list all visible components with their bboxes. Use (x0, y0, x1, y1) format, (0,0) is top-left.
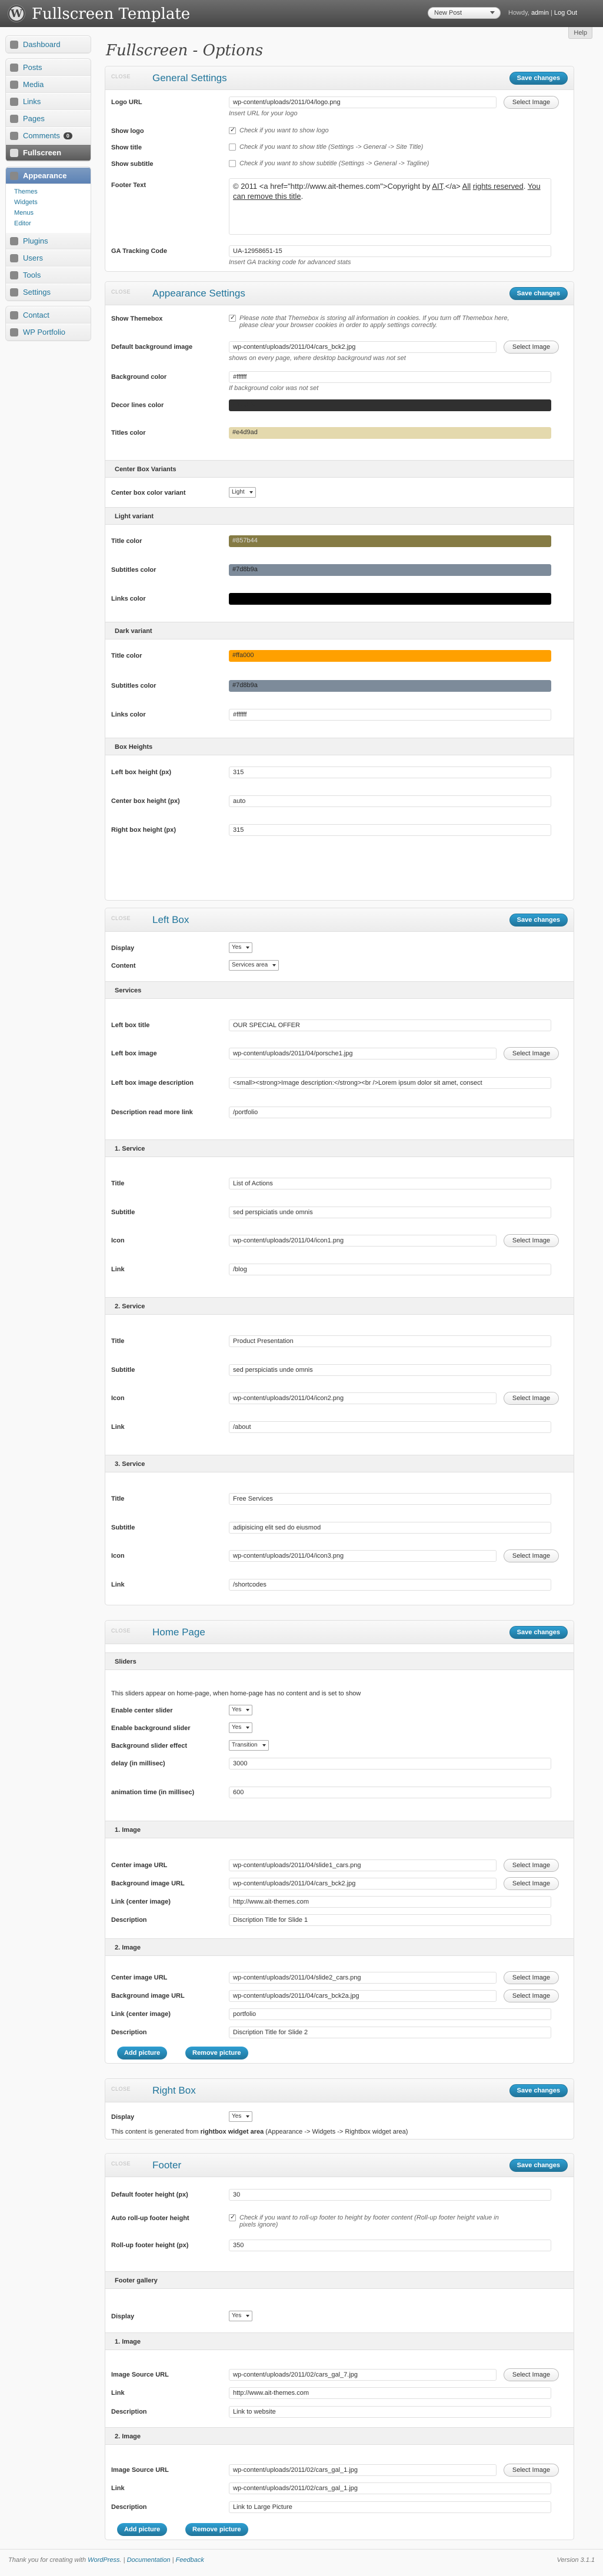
right-box-height-input[interactable]: 315 (229, 824, 551, 836)
textarea-text: .</a> (443, 182, 462, 191)
field-label: Left box title (111, 1022, 150, 1029)
sliders-heading: Sliders (105, 1652, 574, 1670)
service-2-heading: 2. Service (105, 1297, 574, 1315)
checkbox-hint (239, 315, 509, 329)
field-label: Link (center image) (111, 1898, 171, 1905)
save-button[interactable]: Save changes (509, 1626, 568, 1639)
field-label: Logo URL (111, 99, 142, 106)
footer-text-textarea[interactable] (229, 178, 551, 235)
checkbox-icon[interactable] (229, 144, 236, 151)
menu-label: Dashboard (23, 40, 61, 49)
field-label: Display (111, 2114, 135, 2121)
section-header (105, 908, 574, 932)
footer-text: | (170, 2557, 176, 2564)
menu-item-wp-portfolio[interactable] (6, 324, 91, 341)
wordpress-logo-icon[interactable]: W (8, 5, 25, 22)
menu-label: Posts (23, 63, 42, 72)
field-label: Image Source URL (111, 2371, 169, 2378)
show-themebox-checkbox[interactable] (229, 315, 509, 329)
gallery-2-link-input[interactable]: wp-content/uploads/2011/02/cars_gal_1.jpg (229, 2482, 551, 2494)
description-more-link-input[interactable]: /portfolio (229, 1107, 551, 1118)
slide-2-bg-url-input[interactable]: wp-content/uploads/2011/04/cars_bck2a.jpg (229, 1990, 497, 2002)
section-title: General Settings (152, 72, 227, 84)
username-link[interactable]: admin (531, 9, 549, 16)
slide-2-link-input[interactable]: portfolio (229, 2008, 551, 2020)
settings-icon (10, 288, 18, 296)
menu-label: Media (23, 80, 44, 89)
menu-item-media[interactable] (6, 76, 91, 93)
section-header (105, 2154, 574, 2177)
light-links-color-input[interactable]: #000000 (229, 593, 551, 605)
select-image-button[interactable]: Select Image (504, 1047, 559, 1060)
field-label: Links color (111, 711, 146, 718)
close-link[interactable]: CLOSE (111, 1628, 131, 1634)
comment-icon (10, 132, 18, 140)
select-image-button[interactable]: Select Image (504, 1971, 559, 1984)
light-subtitles-color-input[interactable]: #7d8b9a (229, 564, 551, 576)
auto-rollup-checkbox[interactable] (229, 2214, 499, 2228)
footer-gallery-heading: Footer gallery (105, 2271, 574, 2289)
page-title: Fullscreen - Options (106, 42, 264, 59)
section-title: Appearance Settings (152, 288, 245, 299)
portfolio-icon (10, 328, 18, 336)
new-post-dropdown[interactable] (428, 7, 501, 19)
field-label: Links color (111, 595, 146, 602)
right-box-section (105, 2078, 574, 2140)
leftbox-image-input[interactable]: wp-content/uploads/2011/04/porsche1.jpg (229, 1048, 497, 1059)
field-label: Footer Text (111, 182, 146, 189)
documentation-link[interactable]: Documentation (126, 2557, 171, 2564)
field-label: Roll-up footer height (px) (111, 2242, 189, 2249)
section-header (105, 282, 574, 305)
checkbox-hint: Check if you want to show logo (239, 127, 329, 134)
service-3-subtitle-input[interactable]: adipisicing elit sed do eiusmod (229, 1522, 551, 1534)
select-image-button[interactable]: Select Image (504, 1877, 559, 1890)
save-button[interactable]: Save changes (509, 2159, 568, 2172)
service-1-subtitle-input[interactable]: sed perspiciatis unde omnis (229, 1207, 551, 1218)
footer-section (105, 2153, 574, 2540)
gallery-2-description-input[interactable]: Link to Large Picture (229, 2501, 551, 2513)
menu-group-content (5, 58, 91, 162)
slide-1-center-url-input[interactable]: wp-content/uploads/2011/04/slide1_cars.png (229, 1859, 497, 1871)
field-label: delay (in millisec) (111, 1760, 165, 1767)
light-variant-heading: Light variant (105, 507, 574, 525)
checkbox-checked-icon[interactable] (229, 315, 236, 322)
section-header (105, 1621, 574, 1644)
separator: | (550, 9, 552, 16)
appearance-settings-section (105, 281, 574, 901)
appearance-submenu (6, 184, 91, 232)
dashboard-icon (10, 41, 18, 49)
field-label: Icon (111, 1237, 125, 1244)
save-button[interactable]: Save changes (509, 287, 568, 300)
field-label: animation time (in millisec) (111, 1789, 195, 1796)
chevron-down-icon (490, 11, 495, 14)
field-label: Link (111, 1424, 125, 1431)
service-1-title-input[interactable]: List of Actions (229, 1178, 551, 1189)
fullscreen-icon (10, 149, 18, 157)
select-image-button[interactable]: Select Image (504, 1392, 559, 1405)
select-image-button[interactable]: Select Image (504, 1549, 559, 1562)
menu-label: Pages (23, 114, 45, 123)
sliders-note: This sliders appear on home-page, when home-page has no content and is set to show (111, 1690, 361, 1697)
comment-count-badge: 0 (64, 132, 72, 139)
menu-item-plugins[interactable] (6, 232, 91, 249)
tools-icon (10, 271, 18, 279)
ga-tracking-input[interactable]: UA-12958651-15 (229, 245, 551, 257)
home-page-section (105, 1620, 574, 2064)
show-title-checkbox[interactable] (229, 144, 423, 151)
textarea-text: rights reserved (472, 182, 524, 191)
admin-footer (0, 2549, 603, 2576)
remove-picture-button[interactable]: Remove picture (185, 2523, 248, 2536)
menu-label: Contact (23, 311, 49, 319)
select-image-button[interactable]: Select Image (504, 2464, 559, 2477)
submenu-editor[interactable]: Editor (14, 220, 31, 227)
menu-item-pages[interactable] (6, 110, 91, 127)
field-label: Title (111, 1495, 125, 1502)
field-label: Description (111, 2504, 147, 2511)
select-image-button[interactable]: Select Image (504, 1234, 559, 1247)
select-image-button[interactable]: Select Image (504, 96, 559, 109)
titles-color-input[interactable]: #e4d9ad (229, 427, 551, 439)
field-label: Left box image description (111, 1079, 194, 1087)
delay-input[interactable]: 3000 (229, 1758, 551, 1769)
checkbox-hint: Check if you want to show subtitle (Settings -> General -> Tagline) (239, 160, 429, 167)
section-header (105, 2079, 574, 2102)
close-link[interactable]: CLOSE (111, 2161, 131, 2167)
menu-item-fullscreen[interactable] (6, 144, 91, 161)
field-label: Center box color variant (111, 489, 186, 496)
field-label: Center image URL (111, 1862, 168, 1869)
checkbox-checked-icon[interactable] (229, 2214, 236, 2221)
field-hint: shows on every page, where desktop background was not set (229, 355, 406, 362)
slide-1-link-input[interactable]: http://www.ait-themes.com (229, 1896, 551, 1908)
field-label: Show Themebox (111, 315, 163, 322)
section-title: Right Box (152, 2085, 196, 2096)
field-hint: Insert GA tracking code for advanced stats (229, 259, 351, 266)
background-slider-effect-select[interactable]: Transition (229, 1740, 269, 1751)
show-logo-checkbox[interactable] (229, 127, 329, 134)
general-settings-section (105, 66, 574, 272)
field-label: Image Source URL (111, 2467, 169, 2474)
gallery-image-2-heading: 2. Image (105, 2427, 574, 2445)
box-heights-heading: Box Heights (105, 738, 574, 755)
section-title: Footer (152, 2160, 182, 2171)
menu-group-dashboard (5, 35, 91, 54)
field-label: Decor lines color (111, 402, 164, 409)
left-box-section (105, 908, 574, 1605)
menu-item-settings[interactable] (6, 284, 91, 301)
service-1-icon-input[interactable]: wp-content/uploads/2011/04/icon1.png (229, 1235, 497, 1247)
field-label: Background image URL (111, 1992, 185, 2000)
page-icon (10, 115, 18, 123)
service-3-link-input[interactable]: /shortcodes (229, 1579, 551, 1591)
save-button[interactable]: Save changes (509, 2084, 568, 2097)
field-label: Subtitle (111, 1367, 135, 1374)
menu-label: Users (23, 254, 43, 262)
field-label: Link (111, 1266, 125, 1273)
slide-1-heading: 1. Image (105, 1821, 574, 1838)
service-3-heading: 3. Service (105, 1455, 574, 1472)
field-label: Background slider effect (111, 1742, 187, 1749)
field-label: Subtitle (111, 1524, 135, 1531)
plugin-icon (10, 237, 18, 245)
field-label: Description (111, 2408, 147, 2415)
field-label: Description read more link (111, 1109, 193, 1116)
gallery-1-src-input[interactable]: wp-content/uploads/2011/02/cars_gal_7.jpg (229, 2369, 497, 2381)
field-label: Left box image (111, 1050, 157, 1057)
new-post-label: New Post (434, 9, 462, 16)
wordpress-link[interactable]: WordPress (88, 2557, 120, 2564)
field-label: GA Tracking Code (111, 248, 167, 255)
field-label: Content (111, 962, 136, 969)
menu-group-plugins (5, 306, 91, 341)
field-label: Icon (111, 1552, 125, 1559)
close-link[interactable]: CLOSE (111, 915, 131, 921)
note-text: This content is generated from (111, 2128, 201, 2135)
hint-line: Check if you want to roll-up footer to height by footer content (Roll-up footer height value in (239, 2214, 499, 2221)
gallery-image-1-heading: 1. Image (105, 2332, 574, 2350)
gallery-2-src-input[interactable]: wp-content/uploads/2011/02/cars_gal_1.jpg (229, 2464, 497, 2476)
service-3-title-input[interactable]: Free Services (229, 1493, 551, 1505)
field-label: Show logo (111, 128, 144, 135)
field-label: Enable background slider (111, 1725, 191, 1732)
media-icon (10, 81, 18, 89)
menu-item-contact[interactable] (6, 306, 91, 324)
field-label: Subtitles color (111, 566, 156, 574)
field-label: Subtitles color (111, 682, 156, 689)
field-label: Title (111, 1180, 125, 1187)
contact-icon (10, 311, 18, 319)
field-label: Background color (111, 374, 167, 381)
left-box-height-input[interactable]: 315 (229, 767, 551, 778)
enable-center-slider-select[interactable]: Yes (229, 1705, 252, 1715)
field-label: Link (111, 1581, 125, 1588)
slide-1-bg-url-input[interactable]: wp-content/uploads/2011/04/cars_bck2.jpg (229, 1878, 497, 1889)
menu-label: Comments (23, 131, 60, 140)
field-hint: If background color was not set (229, 385, 319, 392)
submenu-themes[interactable]: Themes (14, 188, 38, 195)
close-link[interactable]: CLOSE (111, 74, 131, 79)
field-label: Center box height (px) (111, 798, 180, 805)
rightbox-note (111, 2128, 408, 2135)
service-2-link-input[interactable]: /about (229, 1421, 551, 1433)
show-subtitle-checkbox[interactable] (229, 160, 429, 167)
field-label: Title (111, 1338, 125, 1345)
gallery-1-description-input[interactable]: Link to website (229, 2406, 551, 2418)
menu-label: Links (23, 97, 41, 106)
admin-header (0, 0, 603, 27)
field-label: Title color (111, 652, 142, 659)
decor-lines-color-input[interactable]: #303030 (229, 399, 551, 411)
field-label: Enable center slider (111, 1707, 173, 1714)
menu-item-links[interactable] (6, 93, 91, 110)
field-label: Auto roll-up footer height (111, 2215, 189, 2222)
checkbox-checked-icon[interactable] (229, 127, 236, 134)
dark-links-color-input[interactable]: #ffffff (229, 709, 551, 721)
default-background-input[interactable]: wp-content/uploads/2011/04/cars_bck2.jpg (229, 341, 497, 353)
remove-picture-button[interactable]: Remove picture (185, 2047, 248, 2060)
menu-item-users[interactable] (6, 249, 91, 266)
footer-text: Thank you for creating with (8, 2557, 88, 2564)
dark-subtitles-color-input[interactable]: #7d8b9a (229, 680, 551, 692)
checkbox-icon[interactable] (229, 160, 236, 167)
field-label: Link (111, 2390, 125, 2397)
field-label: Background image URL (111, 1880, 185, 1887)
leftbox-content-select[interactable]: Services area (229, 960, 279, 971)
submenu-menus[interactable]: Menus (14, 209, 34, 216)
field-label: Right box height (px) (111, 827, 176, 834)
select-image-button[interactable]: Select Image (504, 1859, 559, 1872)
textarea-text: All (462, 182, 471, 191)
leftbox-title-input[interactable]: OUR SPECIAL OFFER (229, 1019, 551, 1031)
dark-variant-heading: Dark variant (105, 622, 574, 639)
textarea-text: © 2011 <a href="http://www.ait-themes.com">Copyright by (233, 182, 432, 191)
textarea-text: . (523, 182, 528, 191)
slide-2-description-input[interactable]: Discription Title for Slide 2 (229, 2027, 551, 2038)
menu-label: Plugins (23, 236, 48, 245)
field-label: Icon (111, 1395, 125, 1402)
field-label: Display (111, 945, 135, 952)
select-image-button[interactable]: Select Image (504, 2368, 559, 2381)
enable-background-slider-select[interactable]: Yes (229, 1722, 252, 1733)
field-label: Default footer height (px) (111, 2191, 188, 2198)
hint-line: please clear your browser cookies in order to apply settings correctly. (239, 322, 438, 329)
service-2-subtitle-input[interactable]: sed perspiciatis unde omnis (229, 1364, 551, 1376)
leftbox-image-description-input[interactable]: <small><strong>Image description:</strong><br />Lorem ipsum dolor sit amet, consect (229, 1077, 551, 1089)
leftbox-display-select[interactable]: Yes (229, 942, 252, 953)
background-color-input[interactable]: #ffffff (229, 371, 551, 383)
textarea-text: You can remove this title (233, 182, 541, 201)
appearance-icon (10, 172, 18, 180)
menu-item-tools[interactable] (6, 266, 91, 284)
help-tab[interactable]: Help (568, 27, 592, 39)
center-box-height-input[interactable]: auto (229, 795, 551, 807)
close-link[interactable]: CLOSE (111, 2086, 131, 2092)
default-footer-height-input[interactable]: 30 (229, 2189, 551, 2201)
center-box-variants-heading: Center Box Variants (105, 460, 574, 478)
field-label: Subtitle (111, 1209, 135, 1216)
add-picture-button[interactable]: Add picture (117, 2523, 167, 2536)
menu-label: Settings (23, 288, 51, 296)
pin-icon (10, 64, 18, 72)
field-label: Description (111, 2029, 147, 2036)
field-label: Center image URL (111, 1974, 168, 1981)
field-label: Left box height (px) (111, 769, 172, 776)
textarea-text: AIT (432, 182, 444, 191)
field-label: Link (center image) (111, 2011, 171, 2018)
menu-label: WP Portfolio (23, 328, 66, 336)
field-label: Show title (111, 144, 142, 151)
slide-2-heading: 2. Image (105, 1938, 574, 1956)
section-title: Home Page (152, 1627, 205, 1638)
section-header (105, 66, 574, 90)
field-label: Description (111, 1917, 147, 1924)
gallery-1-link-input[interactable]: http://www.ait-themes.com (229, 2387, 551, 2399)
note-bold: rightbox widget area (200, 2128, 264, 2135)
rollup-footer-height-input[interactable]: 350 (229, 2240, 551, 2251)
menu-label: Fullscreen (23, 148, 62, 157)
service-2-icon-input[interactable]: wp-content/uploads/2011/04/icon2.png (229, 1392, 497, 1404)
field-label: Default background image (111, 344, 193, 351)
link-icon (10, 98, 18, 106)
menu-item-posts[interactable] (6, 59, 91, 76)
field-label: Titles color (111, 429, 146, 436)
center-variant-select[interactable]: Light (229, 487, 256, 498)
note-text: (Appearance -> Widgets -> Rightbox widget area) (264, 2128, 408, 2135)
slide-2-center-url-input[interactable]: wp-content/uploads/2011/04/slide2_cars.png (229, 1972, 497, 1984)
footer-credits (8, 2557, 204, 2564)
menu-item-appearance[interactable] (6, 167, 91, 184)
field-label: Title color (111, 538, 142, 545)
services-heading: Services (105, 981, 574, 999)
textarea-text: . (301, 192, 304, 201)
users-icon (10, 254, 18, 262)
site-title[interactable]: Fullscreen Template (32, 5, 191, 23)
service-3-icon-input[interactable]: wp-content/uploads/2011/04/icon3.png (229, 1550, 497, 1562)
save-button[interactable]: Save changes (509, 914, 568, 927)
hint-line: pixels ignore) (239, 2221, 278, 2228)
logout-link[interactable]: Log Out (554, 9, 578, 16)
footer-text: . | (119, 2557, 127, 2564)
dark-title-color-input[interactable]: #ffa000 (229, 650, 551, 662)
animation-time-input[interactable]: 600 (229, 1787, 551, 1798)
field-label: Display (111, 2313, 135, 2320)
menu-item-dashboard[interactable] (6, 36, 91, 53)
menu-label: Tools (23, 271, 41, 279)
service-2-title-input[interactable]: Product Presentation (229, 1335, 551, 1347)
menu-label: Appearance (23, 171, 67, 180)
hint-line: Please note that Themebox is storing all information in cookies. If you turn off Themebox here, (239, 315, 509, 322)
field-label: Link (111, 2485, 125, 2492)
howdy-text: Howdy, (508, 9, 529, 16)
user-greeting (508, 9, 577, 16)
submenu-widgets[interactable]: Widgets (14, 199, 38, 206)
select-image-button[interactable]: Select Image (504, 1990, 559, 2002)
service-1-heading: 1. Service (105, 1139, 574, 1157)
slide-1-description-input[interactable]: Discription Title for Slide 1 (229, 1914, 551, 1926)
field-hint: Insert URL for your logo (229, 110, 298, 117)
feedback-link[interactable]: Feedback (175, 2557, 204, 2564)
admin-menu (5, 35, 91, 346)
checkbox-hint: Check if you want to show title (Settings -> General -> Site Title) (239, 144, 424, 151)
light-title-color-input[interactable]: #857b44 (229, 535, 551, 547)
checkbox-hint (239, 2214, 499, 2228)
save-button[interactable]: Save changes (509, 72, 568, 85)
field-label: Show subtitle (111, 161, 154, 168)
service-1-link-input[interactable]: /blog (229, 1264, 551, 1275)
select-image-button[interactable]: Select Image (504, 341, 559, 354)
add-picture-button[interactable]: Add picture (117, 2047, 167, 2060)
gallery-display-select[interactable]: Yes (229, 2311, 252, 2321)
version-text: Version 3.1.1 (557, 2557, 595, 2564)
section-title: Left Box (152, 914, 189, 925)
rightbox-display-select[interactable]: Yes (229, 2111, 252, 2122)
close-link[interactable]: CLOSE (111, 289, 131, 295)
menu-item-comments[interactable] (6, 127, 91, 144)
menu-group-admin (5, 166, 91, 301)
logo-url-input[interactable]: wp-content/uploads/2011/04/logo.png (229, 96, 497, 108)
